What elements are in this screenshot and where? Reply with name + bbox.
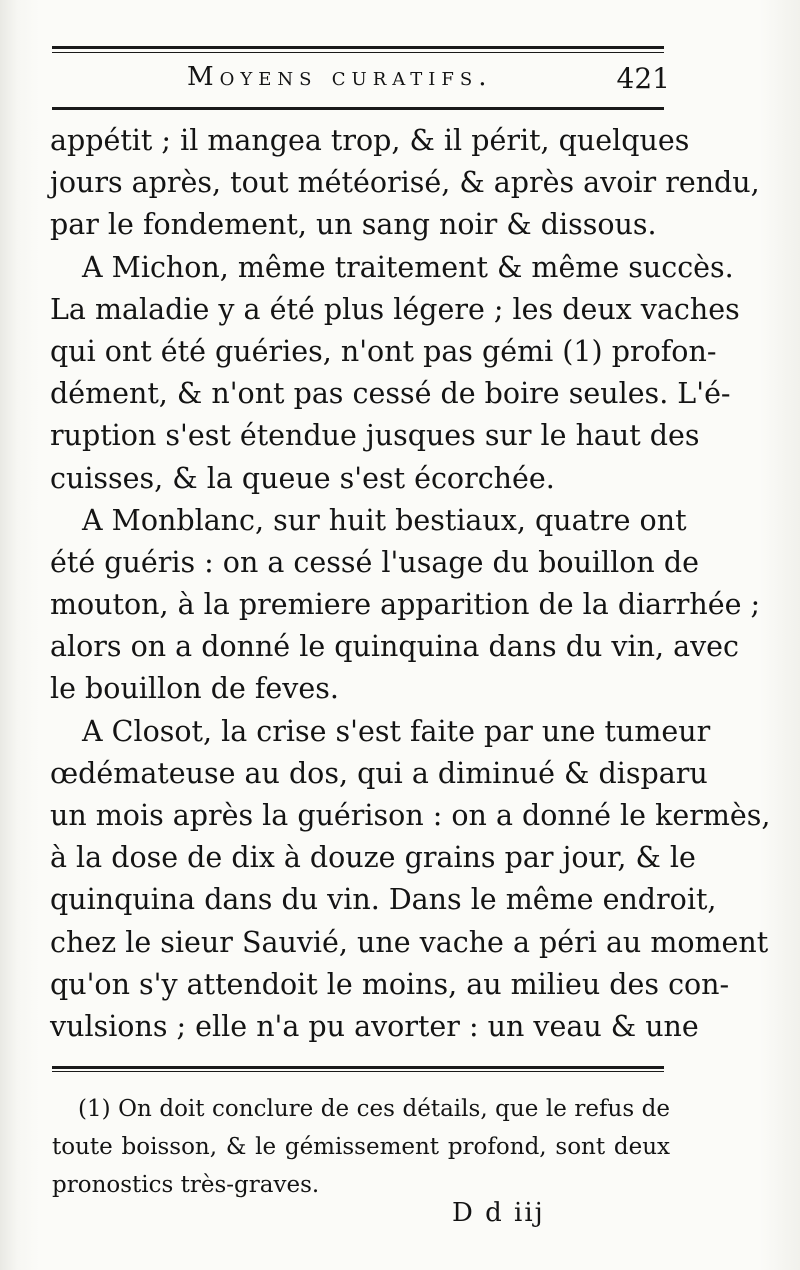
- text-line: ruption s'est étendue jusques sur le haut des: [50, 419, 700, 453]
- footnote-rule: [52, 1066, 664, 1069]
- text-line: jours après, tout météorisé, & après avoir rendu,: [50, 166, 760, 200]
- text-line: un mois après la guérison : on a donné le kermès,: [50, 799, 771, 832]
- main-text: [50, 120, 771, 1048]
- text-line: chez le sieur Sauvié, une vache a péri au moment: [50, 925, 769, 959]
- text-line: le bouillon de feves.: [50, 672, 339, 706]
- text-line: A Closot, la crise s'est faite par une tumeur: [82, 714, 711, 748]
- text-line: A Michon, même traitement & même succès.: [82, 250, 734, 284]
- text-line: qui ont été guéries, n'ont pas gémi (1) profon-: [50, 334, 717, 368]
- footnote-line: (1) On doit conclure de ces détails, que le refus de: [78, 1096, 670, 1122]
- text-line: qu'on s'y attendoit le moins, au milieu des con-: [50, 967, 730, 1001]
- text-line: A Monblanc, sur huit bestiaux, quatre ont: [82, 503, 687, 537]
- text-line: par le fondement, un sang noir & dissous.: [50, 208, 657, 242]
- text-line: quinquina dans du vin. Dans le même endroit,: [50, 883, 717, 917]
- signature-mark: D d iij: [452, 1198, 545, 1228]
- text-line: été guéris : on a cessé l'usage du bouillon de: [50, 545, 699, 579]
- text-line: cuisses, & la queue s'est écorchée.: [50, 461, 555, 495]
- text-line: alors on a donné le quinquina dans du vin, avec: [50, 630, 740, 664]
- text-line: La maladie y a été plus légere ; les deux vaches: [50, 292, 740, 326]
- header-rule: [52, 107, 664, 110]
- footnote-line: pronostics très-graves.: [52, 1172, 320, 1198]
- text-line: œdémateuse au dos, qui a diminué & disparu: [50, 756, 708, 790]
- text-line: vulsions ; elle n'a pu avorter : un veau & une: [50, 1009, 699, 1043]
- top-rule-thin: [52, 52, 664, 53]
- running-title: Moyens curatifs.: [187, 62, 493, 92]
- text-line: dément, & n'ont pas cessé de boire seules. L'é-: [50, 377, 731, 411]
- text-line: à la dose de dix à douze grains par jour, & le: [50, 841, 696, 875]
- footnote: [52, 1090, 670, 1204]
- text-line: mouton, à la premiere apparition de la diarrhée ;: [50, 588, 761, 622]
- running-head: [52, 58, 670, 102]
- footnote-rule-thin: [52, 1071, 664, 1072]
- top-rule: [52, 46, 664, 49]
- page-number: 421: [616, 62, 670, 95]
- text-line: appétit ; il mangea trop, & il périt, quelques: [50, 124, 690, 157]
- footnote-line: toute boisson, & le gémissement profond, sont deux: [52, 1134, 670, 1160]
